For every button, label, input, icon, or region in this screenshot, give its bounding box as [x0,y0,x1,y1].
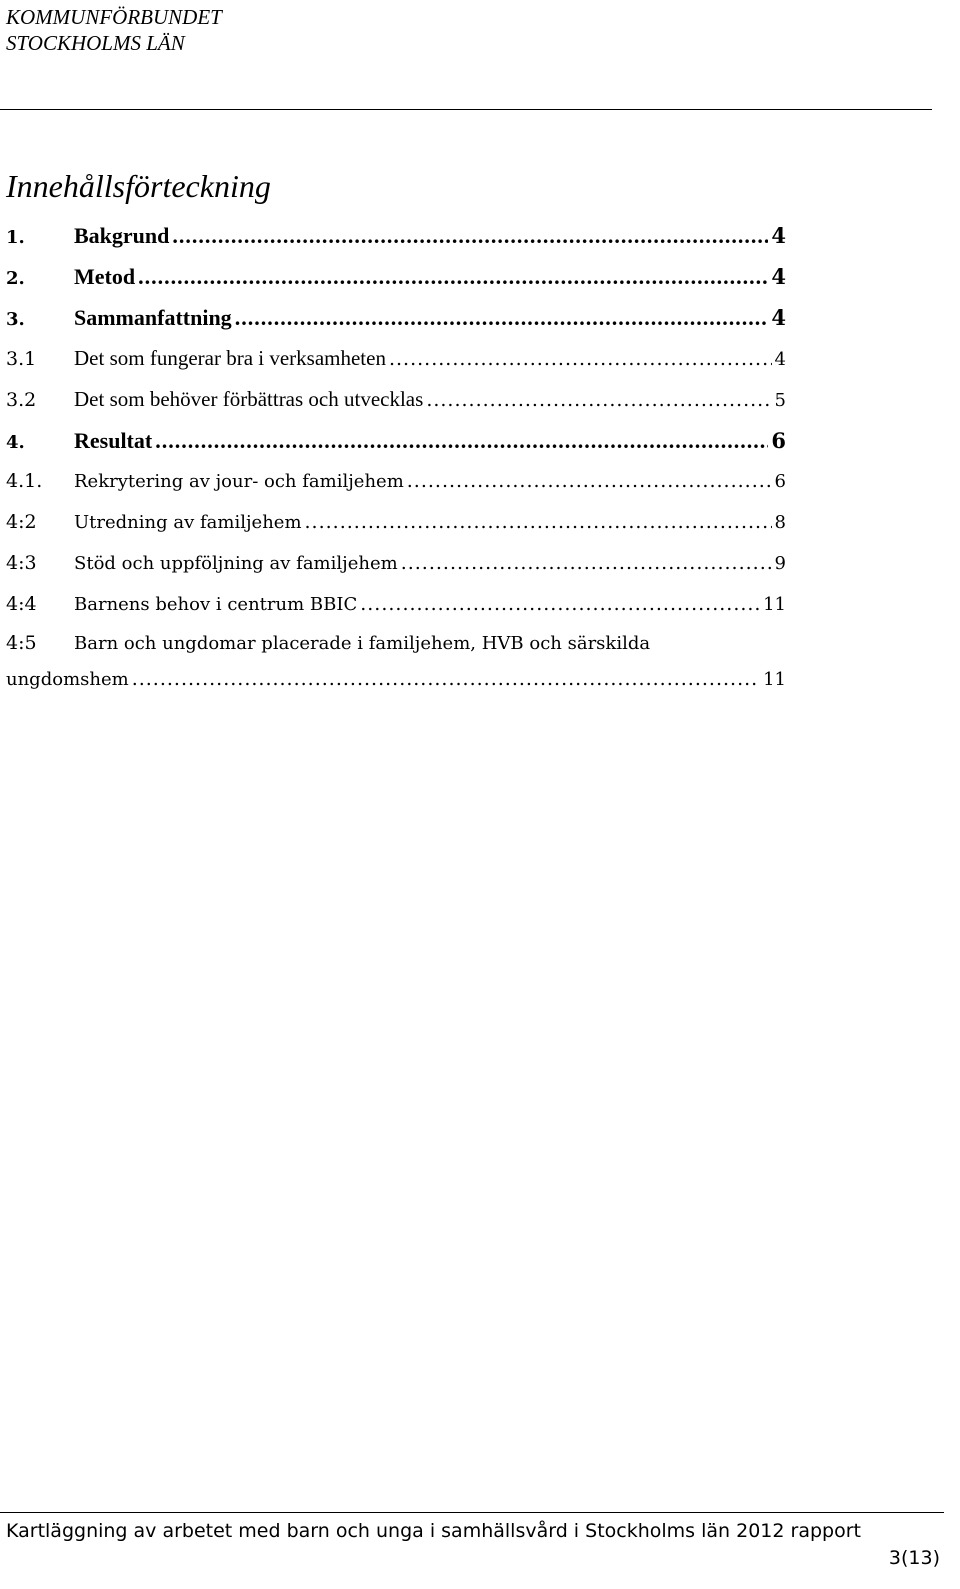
toc-entry-title: Rekrytering av jour- och familjehem [74,471,404,492]
page-header [6,4,222,56]
org-name-line1: KOMMUNFÖRBUNDET [6,5,222,29]
toc-entry-number: 4:3 [6,552,37,574]
toc-entry-number: 4:2 [6,511,37,533]
toc-entry-title: Det som fungerar bra i verksamheten [74,346,386,370]
toc-entry-page: 4 [771,264,786,289]
toc-entry-title: Barn och ungdomar placerade i familjehem, HVB och särskilda [74,633,651,654]
toc-entry-utredning[interactable] [6,502,786,543]
toc-entry-number: 3.2 [6,389,37,411]
table-of-contents [6,215,786,696]
toc-entry-sammanfattning[interactable] [6,297,786,338]
toc-leader-dots [155,420,768,461]
toc-leader-dots [360,584,760,625]
toc-leader-dots [132,662,760,696]
toc-entry-title: Resultat [74,428,153,453]
toc-title: Innehållsförteckning [6,168,271,204]
org-name-line2: STOCKHOLMS LÄN [6,31,185,55]
toc-entry-number: 3. [6,309,25,330]
toc-entry-stod[interactable] [6,543,786,584]
toc-entry-rekrytering[interactable] [6,461,786,502]
toc-entry-page: 11 [763,669,786,690]
footer-page-number: 3(13) [888,1547,940,1569]
toc-entry-resultat[interactable] [6,420,786,461]
toc-entry-metod[interactable] [6,256,786,297]
toc-entry-page: 8 [774,512,786,533]
toc-entry-page: 5 [774,390,786,411]
toc-entry-title: Det som behöver förbättras och utvecklas [74,387,424,411]
footer-divider [0,1512,944,1513]
toc-entry-title: Bakgrund [74,223,170,248]
toc-entry-page: 9 [774,553,786,574]
toc-leader-dots [401,543,772,584]
toc-entry-page: 6 [771,428,786,453]
toc-entry-number: 2. [6,268,25,289]
toc-entry-page: 11 [763,594,786,615]
toc-entry-title: Sammanfattning [74,305,232,330]
footer-report-title: Kartläggning av arbetet med barn och unga i samhällsvård i Stockholms län 2012 rapport [6,1520,861,1542]
header-divider [0,109,932,110]
toc-entry-number: 3.1 [6,348,37,370]
toc-entry-title: Metod [74,264,136,289]
toc-leader-dots [389,339,772,379]
toc-entry-title-continued: ungdomshem [6,669,129,690]
toc-leader-dots [305,502,772,543]
toc-entry-page: 4 [771,223,786,248]
toc-leader-dots [235,297,769,338]
toc-entry-bakgrund[interactable] [6,215,786,256]
toc-entry-number: 4.1. [6,470,43,492]
toc-entry-page: 4 [774,349,786,370]
toc-entry-forbattras[interactable] [6,379,786,420]
toc-entry-page: 6 [774,471,786,492]
toc-leader-dots [426,380,771,420]
toc-entry-bbic[interactable] [6,584,786,625]
toc-entry-number: 1. [6,227,25,248]
toc-entry-number: 4:5 [6,632,37,654]
toc-entry-page: 4 [771,305,786,330]
toc-entry-number: 4:4 [6,593,37,615]
toc-leader-dots [138,256,768,297]
toc-entry-number: 4. [6,432,25,453]
toc-leader-dots [407,461,772,502]
toc-entry-title: Utredning av familjehem [74,512,302,533]
toc-entry-fungerar-bra[interactable] [6,338,786,379]
toc-entry-title: Barnens behov i centrum BBIC [74,594,358,615]
toc-entry-placerade[interactable] [6,625,786,696]
toc-leader-dots [172,215,768,256]
toc-entry-title: Stöd och uppföljning av familjehem [74,553,398,574]
